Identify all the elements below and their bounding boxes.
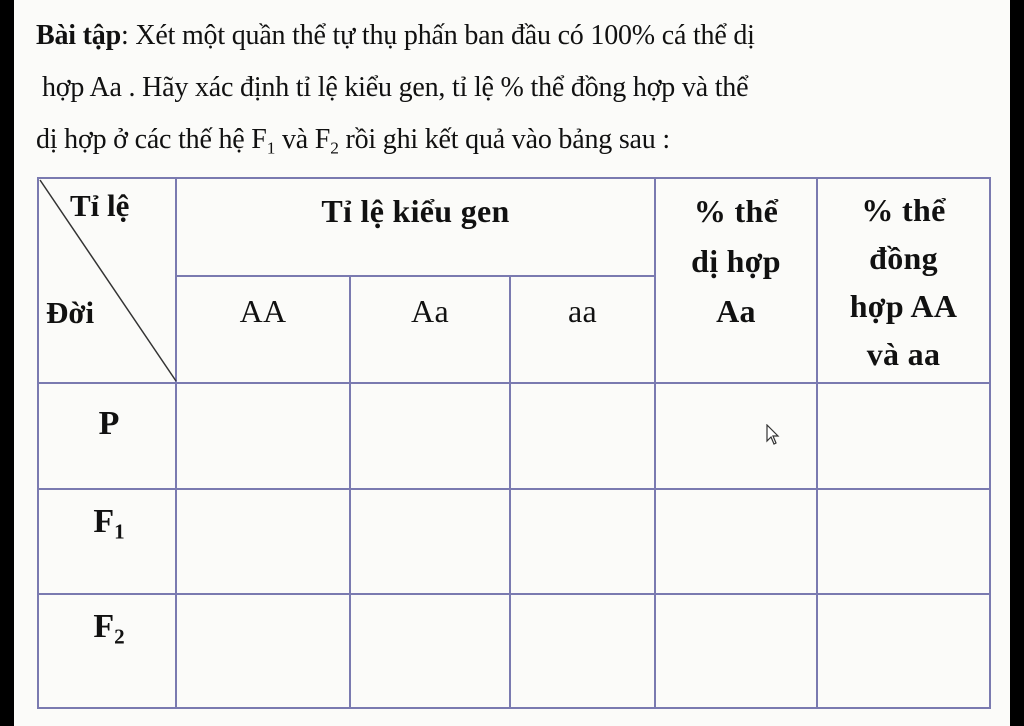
prompt-line-3-b: và F <box>275 124 331 155</box>
corner-label-generation: Đời <box>46 295 95 330</box>
prompt-line-2: hợp Aa . Hãy xác định tỉ lệ kiểu gen, tỉ lệ % thể đồng hợp và thể <box>42 72 749 103</box>
row-label-f2-text: F <box>93 608 115 645</box>
row-label-parent <box>40 405 178 443</box>
row-label-f2-sub: 2 <box>114 624 125 649</box>
hetero-header-line-3: Aa <box>716 293 756 329</box>
row-label-f2 <box>40 608 178 649</box>
worksheet-page <box>14 0 1010 726</box>
subscript-2: 2 <box>330 138 339 158</box>
row-label-f1-text: F <box>93 503 115 540</box>
row-label-f1 <box>40 503 178 544</box>
heterozygous-percent-header <box>655 186 817 336</box>
mouse-pointer-icon <box>766 424 780 446</box>
subscript-1: 1 <box>266 138 276 158</box>
genotype-ratio-header: Tỉ lệ kiểu gen <box>321 193 510 229</box>
homozygous-percent-header <box>817 186 990 378</box>
homo-header-line-4: và aa <box>866 336 941 372</box>
prompt-line-1-text: : Xét một quần thể tự thụ phấn ban đầu có 100% cá thể dị <box>120 20 755 51</box>
homo-header-line-1: % thể <box>861 192 946 228</box>
prompt-line-3-c: rồi ghi kết quả vào bảng sau : <box>338 124 670 155</box>
row-label-f1-sub: 1 <box>114 519 125 544</box>
exercise-label: Bài tập <box>36 20 121 51</box>
genotype-heterozygous-header: Aa <box>411 293 449 329</box>
prompt-line-3-a: dị hợp ở các thế hệ F <box>36 124 267 155</box>
homo-header-line-2: đồng <box>869 240 938 276</box>
homo-header-line-3: hợp AA <box>849 288 958 324</box>
genotype-aa-dominant-header: AA <box>239 293 287 329</box>
row-label-p-text: P <box>98 405 120 442</box>
corner-label-ratio: Tỉ lệ <box>70 188 130 223</box>
genotype-recessive-header: aa <box>567 293 597 329</box>
hetero-header-line-1: % thể <box>693 193 779 229</box>
hetero-header-line-2: dị hợp <box>691 243 781 279</box>
